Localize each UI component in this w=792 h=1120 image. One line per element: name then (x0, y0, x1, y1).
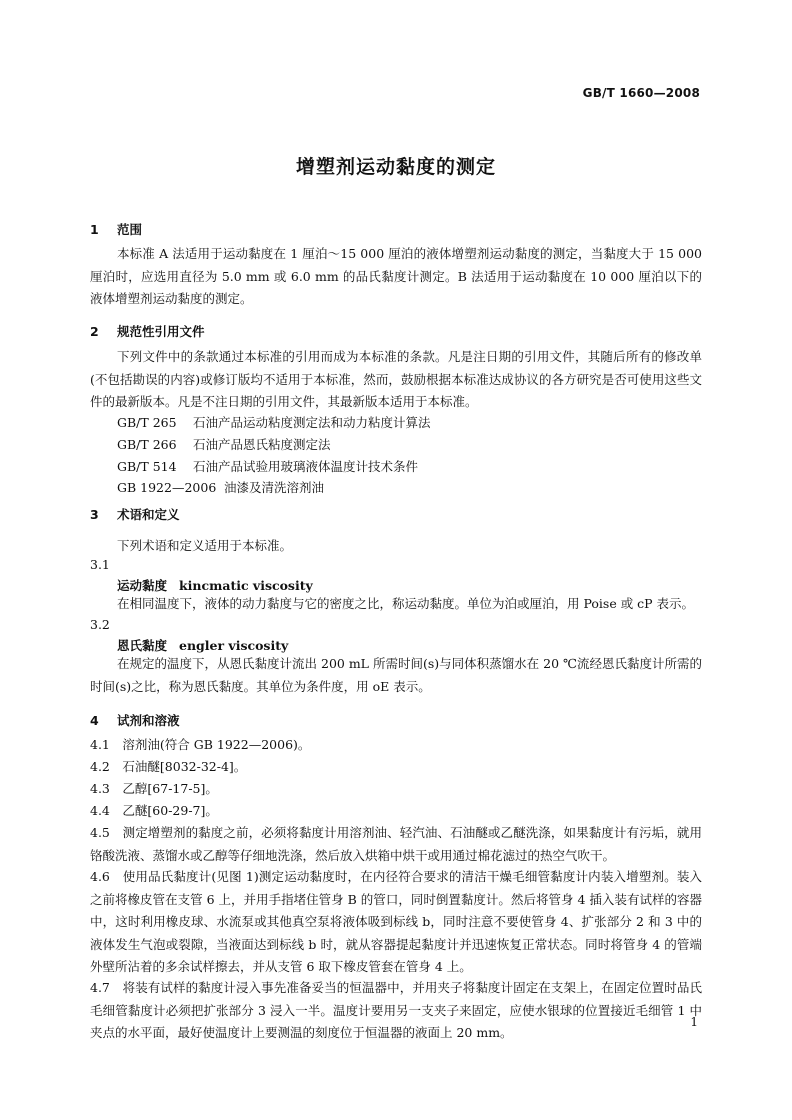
clause-text: 将装有试样的黏度计浸入事先准备妥当的恒温器中，并用夹子将黏度计固定在支架上，在固定位置时品氏毛细管黏度计必须把扩张部分 3 浸入一半。温度计要用另一支夹子来固定，应使水银球的位置接近毛细管 1 中夹点的水平面，最好使温度计上要测温的刻度位于恒温器的液面上 20 mm。 (90, 980, 702, 1040)
reference-code: GB/T 266 (117, 437, 177, 452)
clause-number: 3.1 (90, 557, 110, 572)
clause-text: 乙醚[60-29-7]。 (122, 803, 218, 818)
section-title: 规范性引用文件 (117, 324, 205, 339)
term-definition: 在相同温度下，液体的动力黏度与它的密度之比，称运动黏度。单位为泊或厘泊，用 Poise 或 cP 表示。 (117, 596, 695, 611)
reference-name: 石油产品试验用玻璃液体温度计技术条件 (193, 459, 419, 474)
section-number: 4 (90, 713, 99, 728)
reference-item (117, 435, 331, 453)
clause-4-7 (90, 977, 702, 1045)
term-entry (117, 636, 288, 654)
section-number: 1 (90, 222, 99, 237)
clause-text: 测定增塑剂的黏度之前，必须将黏度计用溶剂油、轻汽油、石油醚或乙醚洗涤，如果黏度计有污垢，就用铬酸洗液、蒸馏水或乙醇等仔细地洗涤，然后放入烘箱中烘干或用通过棉花滤过的热空气吹干。 (90, 825, 702, 863)
section-title: 术语和定义 (117, 507, 180, 522)
page-number: 1 (690, 1015, 698, 1029)
term-definition: 在规定的温度下，从恩氏黏度计流出 200 mL 所需时间(s)与同体积蒸馏水在 20 ℃流经恩氏黏度计所需的时间(s)之比，称为恩氏黏度。其单位为条件度，用 oE 表示。 (90, 656, 702, 694)
reference-name: 石油产品恩氏粘度测定法 (193, 437, 331, 452)
term-zh: 运动黏度 (117, 578, 168, 593)
clause-4-5 (90, 822, 702, 867)
section-number: 2 (90, 324, 99, 339)
reference-code: GB 1922—2006 (117, 480, 217, 495)
clause-4-2 (90, 756, 702, 779)
section-title: 范围 (117, 222, 143, 237)
clause-4-4 (90, 800, 702, 823)
clause-number: 4.7 (90, 980, 110, 995)
reference-name: 油漆及清洗溶剂油 (224, 480, 325, 495)
section-3-intro: 下列术语和定义适用于本标准。 (117, 538, 293, 553)
section-title: 试剂和溶液 (117, 713, 180, 728)
term-en: engler viscosity (179, 638, 289, 653)
section-1-paragraph: 本标准 A 法适用于运动黏度在 1 厘泊～15 000 厘泊的液体增塑剂运动黏度的测定，当黏度大于 15 000厘泊时，应选用直径为 5.0 mm 或 6.0 mm 的品氏黏度计测定。B 法适用于运动黏度在 10 000 厘泊以下的液体增塑剂运动黏度的测定。 (90, 246, 702, 306)
section-number: 3 (90, 507, 99, 522)
reference-name: 石油产品运动粘度测定法和动力粘度计算法 (193, 415, 431, 430)
section-2-paragraph: 下列文件中的条款通过本标准的引用而成为本标准的条款。凡是注日期的引用文件，其随后所有的修改单(不包括勘误的内容)或修订版均不适用于本标准，然而，鼓励根据本标准达成协议的各方研究是否可使用这些文件的最新版本。凡是不注日期的引用文件，其最新版本适用于本标准。 (90, 349, 702, 409)
reference-item (117, 457, 418, 475)
reference-item (117, 413, 431, 431)
section-1-heading (90, 220, 142, 238)
reference-code: GB/T 265 (117, 415, 177, 430)
section-3-heading (90, 505, 180, 523)
term-entry (117, 576, 313, 594)
clause-text: 溶剂油(符合 GB 1922—2006)。 (122, 737, 311, 752)
clause-number: 3.2 (90, 617, 110, 632)
section-4-heading (90, 711, 180, 729)
clause-text: 石油醚[8032-32-4]。 (122, 759, 247, 774)
document-title: 增塑剂运动黏度的测定 (295, 156, 496, 178)
reference-item (117, 478, 324, 496)
clause-number: 4.1 (90, 737, 110, 752)
reference-code: GB/T 514 (117, 459, 177, 474)
clause-number: 4.6 (90, 869, 110, 884)
term-en: kincmatic viscosity (179, 578, 313, 593)
clause-number: 4.5 (90, 825, 110, 840)
standard-number: GB/T 1660—2008 (582, 86, 700, 100)
clause-4-3 (90, 778, 702, 801)
clause-4-1 (90, 734, 702, 757)
clause-text: 乙醇[67-17-5]。 (122, 781, 218, 796)
clause-number: 4.2 (90, 759, 110, 774)
clause-4-6 (90, 866, 702, 979)
clause-number: 4.3 (90, 781, 110, 796)
clause-number: 4.4 (90, 803, 110, 818)
section-2-heading (90, 322, 205, 340)
clause-text: 使用品氏黏度计(见图 1)测定运动黏度时，在内径符合要求的清洁干燥毛细管黏度计内装入增塑剂。装入之前将橡皮管在支管 6 上，并用手指堵住管身 B 的管口，同时倒置黏度计。然后将管身 4 插入装有试样的容器中，这时利用橡皮球、水流泵或其他真空泵将液体吸到标线 b，同时注意不要使管身 4、扩张部分 2 和 3 中的液体发生气泡或裂隙，当液面达到标线 b 时，就从容器提起黏度计并迅速恢复正常状态。同时将管身 4 的管端外壁所沾着的多余试样擦去，并从支管 6 取下橡皮管套在管身 4 上。 (90, 869, 702, 974)
term-zh: 恩氏黏度 (117, 638, 168, 653)
